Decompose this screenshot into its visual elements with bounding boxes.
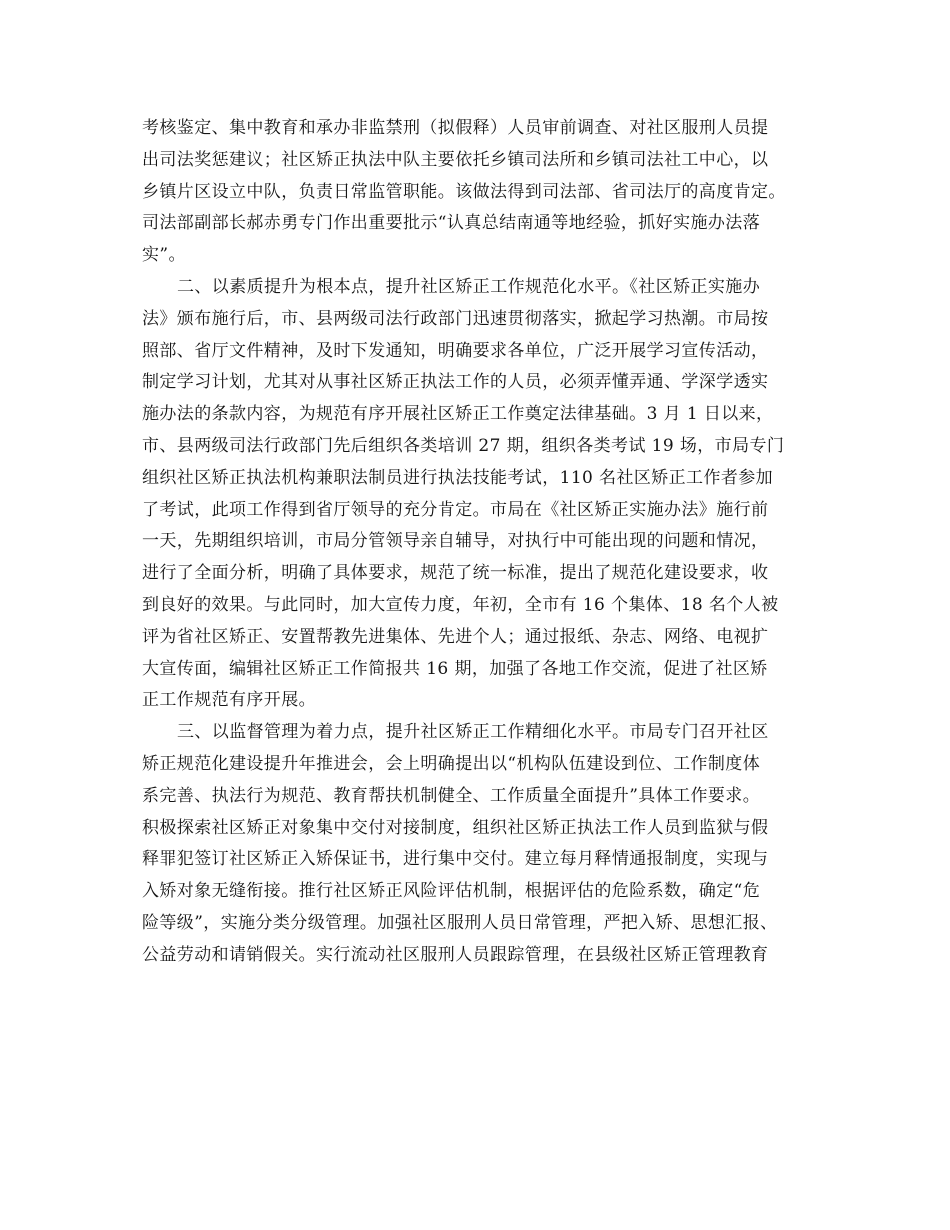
text-line: 险等级”，实施分类分级管理。加强社区服刑人员日常管理，严把入矫、思想汇报、: [142, 912, 778, 933]
text-line: 市、县两级司法行政部门先后组织各类培训 27 期，组织各类考试 19 场，市局专门: [142, 435, 785, 456]
text-line: 制定学习计划，尤其对从事社区矫正执法工作的人员，必须弄懂弄通、学深学透实: [142, 372, 769, 393]
text-line: 正工作规范有序开展。: [142, 690, 316, 711]
document-body: [142, 113, 822, 972]
text-line: 释罪犯签订社区矫正入矫保证书，进行集中交付。建立每月释情通报制度，实现与: [142, 849, 769, 870]
text-line: 法》颁布施行后，市、县两级司法行政部门迅速贯彻落实，掀起学习热潮。市局按: [142, 308, 769, 329]
paragraph-3-first-line: 三、以监督管理为着力点，提升社区矫正工作精细化水平。市局专门召开社区: [177, 722, 769, 743]
text-line: 大宣传面，编辑社区矫正工作简报共 16 期，加强了各地工作交流，促进了社区矫: [142, 658, 768, 679]
text-line: 入矫对象无缝衔接。推行社区矫正风险评估机制，根据评估的危险系数，确定“危: [142, 881, 761, 902]
text-line: 施办法的条款内容，为规范有序开展社区矫正工作奠定法律基础。3 月 1 日以来，: [142, 404, 774, 425]
text-line: 到良好的效果。与此同时，加大宣传力度，年初，全市有 16 个集体、18 名个人被: [142, 594, 779, 615]
text-line: 了考试，此项工作得到省厅领导的充分肯定。市局在《社区矫正实施办法》施行前: [142, 499, 769, 520]
text-line: 公益劳动和请销假关。实行流动社区服刑人员跟踪管理，在县级社区矫正管理教育: [142, 944, 769, 965]
text-line: 矫正规范化建设提升年推进会，会上明确提出以“机构队伍建设到位、工作制度体: [142, 753, 761, 774]
text-line: 组织社区矫正执法机构兼职法制员进行执法技能考试，110 名社区矫正工作者参加: [142, 467, 774, 488]
text-line: 乡镇片区设立中队，负责日常监管职能。该做法得到司法部、省司法厅的高度肯定。: [142, 181, 786, 202]
text-line: 出司法奖惩建议；社区矫正执法中队主要依托乡镇司法所和乡镇司法社工中心，以: [142, 149, 769, 170]
text-line: 考核鉴定、集中教育和承办非监禁刑（拟假释）人员审前调查、对社区服刑人员提: [142, 118, 769, 138]
paragraph-2-first-line: 二、以素质提升为根本点，提升社区矫正工作规范化水平。《社区矫正实施办: [177, 276, 761, 297]
text-line: 进行了全面分析，明确了具体要求，规范了统一标准，提出了规范化建设要求，收: [142, 563, 769, 584]
text-line: 实”。: [142, 245, 186, 266]
text-line: 司法部副部长郝赤勇专门作出重要批示“认真总结南通等地经验，抓好实施办法落: [142, 213, 761, 234]
text-line: 系完善、执法行为规范、教育帮扶机制健全、工作质量全面提升”具体工作要求。: [142, 785, 761, 806]
text-line: 照部、省厅文件精神，及时下发通知，明确要求各单位，广泛开展学习宣传活动，: [142, 340, 769, 361]
text-line: 一天，先期组织培训，市局分管领导亲自辅导，对执行中可能出现的问题和情况，: [142, 531, 769, 552]
text-line: 积极探索社区矫正对象集中交付对接制度，组织社区矫正执法工作人员到监狱与假: [142, 817, 769, 838]
text-line: 评为省社区矫正、安置帮教先进集体、先进个人；通过报纸、杂志、网络、电视扩: [142, 626, 769, 647]
